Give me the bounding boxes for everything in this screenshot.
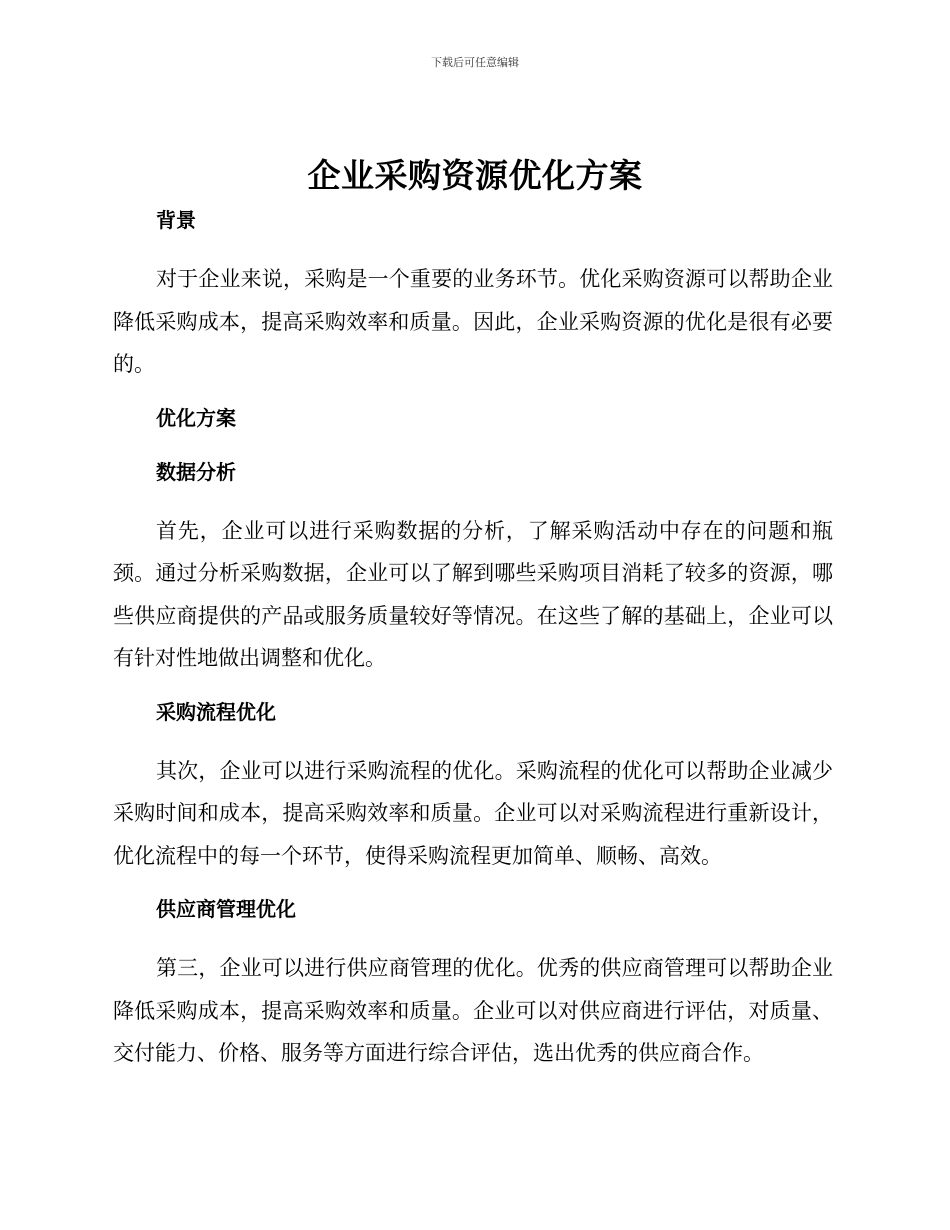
heading-supplier-optimization: 供应商管理优化 <box>156 897 296 921</box>
heading-optimization-plan: 优化方案 <box>156 405 236 430</box>
paragraph-data-analysis: 首先，企业可以进行采购数据的分析，了解采购活动中存在的问题和瓶颈。通过分析采购数据，企业可以了解到哪些采购项目消耗了较多的资源，哪些供应商提供的产品或服务质量较好等情况。在这些了解的基础上，企业可以有针对性地做出调整和优化。 <box>113 518 833 670</box>
document-title: 企业采购资源优化方案 <box>307 156 643 195</box>
heading-background: 背景 <box>156 208 196 232</box>
page-header-note: 下载后可任意编辑 <box>431 56 519 69</box>
document-body <box>113 204 833 1075</box>
paragraph-process-optimization: 其次，企业可以进行采购流程的优化。采购流程的优化可以帮助企业减少采购时间和成本，提高采购效率和质量。企业可以对采购流程进行重新设计，优化流程中的每一个环节，使得采购流程更加简单、顺畅、高效。 <box>113 758 833 868</box>
paragraph-background: 对于企业来说，采购是一个重要的业务环节。优化采购资源可以帮助企业降低采购成本，提高采购效率和质量。因此，企业采购资源的优化是很有必要的。 <box>113 267 833 376</box>
paragraph-supplier-optimization: 第三，企业可以进行供应商管理的优化。优秀的供应商管理可以帮助企业降低采购成本，提高采购效率和质量。企业可以对供应商进行评估，对质量、交付能力、价格、服务等方面进行综合评估，选出优秀的供应商合作。 <box>113 956 833 1065</box>
heading-data-analysis: 数据分析 <box>156 459 236 484</box>
heading-process-optimization: 采购流程优化 <box>156 699 276 724</box>
